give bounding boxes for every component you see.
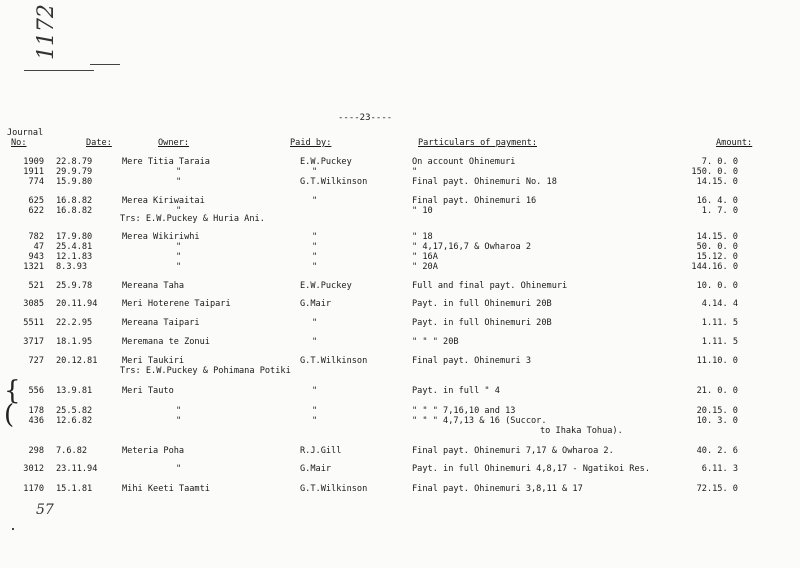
paid-by-cell: "	[312, 262, 318, 272]
particulars-cell: Final payt. Ohinemuri 3	[412, 356, 531, 366]
paid-by-cell: G.Mair	[300, 299, 332, 309]
amount-cell: 16. 4. 0	[696, 196, 738, 206]
amount-cell: 1.11. 5	[701, 318, 738, 328]
owner-cell: Mihi Keeti Taamti	[122, 484, 210, 494]
paid-by-cell: "	[312, 242, 318, 252]
owner-cell: "	[176, 262, 182, 272]
paid-by-cell: R.J.Gill	[300, 446, 342, 456]
journal-no-cell: 727	[28, 356, 44, 366]
owner-cell: "	[176, 252, 182, 262]
owner-cell: Merea Wikiriwhi	[122, 232, 200, 242]
amount-cell: 1.11. 5	[701, 337, 738, 347]
date-cell: 17.9.80	[56, 232, 93, 242]
amount-cell: 14.15. 0	[696, 232, 738, 242]
amount-cell: 10. 3. 0	[696, 416, 738, 426]
header-journal	[7, 128, 43, 148]
owner-cell: "	[176, 464, 182, 474]
amount-cell: 1. 7. 0	[701, 206, 738, 216]
owner-cell: "	[176, 242, 182, 252]
header-amount: Amount:	[716, 138, 753, 148]
header-journal-line2: No:	[11, 138, 27, 148]
owner-cell: "	[176, 416, 182, 426]
amount-cell: 10. 0. 0	[696, 281, 738, 291]
amount-cell: 21. 0. 0	[696, 386, 738, 396]
paid-by-cell: "	[312, 167, 318, 177]
paid-by-cell: "	[312, 386, 318, 396]
journal-no-cell: 3085	[23, 299, 44, 309]
particulars-cell: On account Ohinemuri	[412, 157, 516, 167]
trustee-note: Trs: E.W.Puckey & Pohimana Potiki	[120, 366, 291, 376]
particulars-continuation: to Ihaka Tohua).	[540, 426, 623, 436]
journal-no-cell: 622	[28, 206, 44, 216]
paid-by-cell: G.T.Wilkinson	[300, 356, 368, 366]
particulars-cell: " 4,17,16,7 & Owharoa 2	[412, 242, 531, 252]
particulars-cell: Final payt. Ohinemuri 16	[412, 196, 537, 206]
journal-no-cell: 1909	[23, 157, 44, 167]
paid-by-cell: "	[312, 196, 318, 206]
particulars-cell: Final payt. Ohinemuri 7,17 & Owharoa 2.	[412, 446, 614, 456]
particulars-cell: " " " 4,7,13 & 16 (Succor.	[412, 416, 547, 426]
journal-no-cell: 1321	[23, 262, 44, 272]
owner-cell: "	[176, 177, 182, 187]
paid-by-cell: G.Mair	[300, 464, 332, 474]
particulars-cell: " 10	[412, 206, 433, 216]
journal-no-cell: 774	[28, 177, 44, 187]
margin-dash-line-2	[90, 64, 120, 65]
header-paid-by: Paid by:	[290, 138, 332, 148]
journal-no-cell: 556	[28, 386, 44, 396]
particulars-cell: " 18	[412, 232, 433, 242]
owner-cell: Meri Taukiri	[122, 356, 185, 366]
particulars-cell: Payt. in full " 4	[412, 386, 500, 396]
date-cell: 22.2.95	[56, 318, 93, 328]
date-cell: 16.8.82	[56, 206, 93, 216]
journal-no-cell: 436	[28, 416, 44, 426]
particulars-cell: Payt. in full Ohinemuri 4,8,17 - Ngatikoi Res.	[412, 464, 650, 474]
trustee-note: Trs: E.W.Puckey & Huria Ani.	[120, 214, 265, 224]
amount-cell: 15.12. 0	[696, 252, 738, 262]
amount-cell: 7. 0. 0	[701, 157, 738, 167]
particulars-cell: " " " 20B	[412, 337, 459, 347]
paid-by-cell: E.W.Puckey	[300, 157, 352, 167]
paid-by-cell: G.T.Wilkinson	[300, 484, 368, 494]
margin-handwritten-note: 1172	[34, 4, 59, 60]
journal-no-cell: 3012	[23, 464, 44, 474]
particulars-cell: Final payt. Ohinemuri 3,8,11 & 17	[412, 484, 583, 494]
header-particulars: Particulars of payment:	[418, 138, 537, 148]
particulars-cell: Payt. in full Ohinemuri 20B	[412, 318, 552, 328]
paid-by-cell: E.W.Puckey	[300, 281, 352, 291]
amount-cell: 40. 2. 6	[696, 446, 738, 456]
journal-no-cell: 782	[28, 232, 44, 242]
date-cell: 20.12.81	[56, 356, 98, 366]
owner-cell: "	[176, 206, 182, 216]
date-cell: 12.1.83	[56, 252, 93, 262]
date-cell: 29.9.79	[56, 167, 93, 177]
journal-no-cell: 47	[33, 242, 44, 252]
owner-cell: Mereana Taipari	[122, 318, 200, 328]
date-cell: 22.8.79	[56, 157, 93, 167]
date-cell: 7.6.82	[56, 446, 88, 456]
amount-cell: 50. 0. 0	[696, 242, 738, 252]
bracket-left: {	[4, 376, 21, 406]
corner-mark	[12, 528, 14, 530]
header-journal-line1: Journal	[7, 128, 44, 138]
particulars-cell: Payt. in full Ohinemuri 20B	[412, 299, 552, 309]
particulars-cell: " 16A	[412, 252, 438, 262]
journal-no-cell: 298	[28, 446, 44, 456]
date-cell: 25.4.81	[56, 242, 93, 252]
date-cell: 13.9.81	[56, 386, 93, 396]
owner-cell: "	[176, 167, 182, 177]
journal-no-cell: 1170	[23, 484, 44, 494]
particulars-cell: Final payt. Ohinemuri No. 18	[412, 177, 557, 187]
journal-no-cell: 625	[28, 196, 44, 206]
amount-cell: 20.15. 0	[696, 406, 738, 416]
date-cell: 16.8.82	[56, 196, 93, 206]
paid-by-cell: G.T.Wilkinson	[300, 177, 368, 187]
owner-cell: Mereana Taha	[122, 281, 185, 291]
journal-no-cell: 3717	[23, 337, 44, 347]
date-cell: 20.11.94	[56, 299, 98, 309]
particulars-cell: "	[412, 167, 418, 177]
date-cell: 15.9.80	[56, 177, 93, 187]
date-cell: 25.9.78	[56, 281, 93, 291]
owner-cell: Meri Hoterene Taipari	[122, 299, 231, 309]
journal-no-cell: 1911	[23, 167, 44, 177]
paid-by-cell: "	[312, 416, 318, 426]
particulars-cell: " 20A	[412, 262, 438, 272]
paid-by-cell: "	[312, 252, 318, 262]
paid-by-cell: "	[312, 406, 318, 416]
particulars-cell: Full and final payt. Ohinemuri	[412, 281, 568, 291]
owner-cell: Merea Kiriwaitai	[122, 196, 205, 206]
amount-cell: 11.10. 0	[696, 356, 738, 366]
date-cell: 8.3.93	[56, 262, 88, 272]
journal-no-cell: 943	[28, 252, 44, 262]
bracket-left-2: (	[4, 400, 15, 430]
owner-cell: Meri Tauto	[122, 386, 174, 396]
page-number: ----23----	[338, 113, 393, 123]
paid-by-cell: "	[312, 318, 318, 328]
journal-no-cell: 178	[28, 406, 44, 416]
owner-cell: "	[176, 406, 182, 416]
owner-cell: Meremana te Zonui	[122, 337, 210, 347]
amount-cell: 6.11. 3	[701, 464, 738, 474]
date-cell: 25.5.82	[56, 406, 93, 416]
owner-cell: Meteria Poha	[122, 446, 185, 456]
header-owner: Owner:	[158, 138, 190, 148]
amount-cell: 14.15. 0	[696, 177, 738, 187]
date-cell: 15.1.81	[56, 484, 93, 494]
amount-cell: 4.14. 4	[701, 299, 738, 309]
amount-cell: 72.15. 0	[696, 484, 738, 494]
amount-cell: 150. 0. 0	[691, 167, 738, 177]
journal-no-cell: 521	[28, 281, 44, 291]
particulars-cell: " " " 7,16,10 and 13	[412, 406, 516, 416]
corner-handwritten-note: 57	[36, 502, 54, 518]
paid-by-cell: "	[312, 337, 318, 347]
date-cell: 12.6.82	[56, 416, 93, 426]
owner-cell: Mere Titia Taraia	[122, 157, 210, 167]
amount-cell: 144.16. 0	[691, 262, 738, 272]
date-cell: 23.11.94	[56, 464, 98, 474]
header-date: Date:	[86, 138, 112, 148]
journal-no-cell: 5511	[23, 318, 44, 328]
margin-dash-line	[24, 70, 94, 71]
paid-by-cell: "	[312, 232, 318, 242]
date-cell: 18.1.95	[56, 337, 93, 347]
